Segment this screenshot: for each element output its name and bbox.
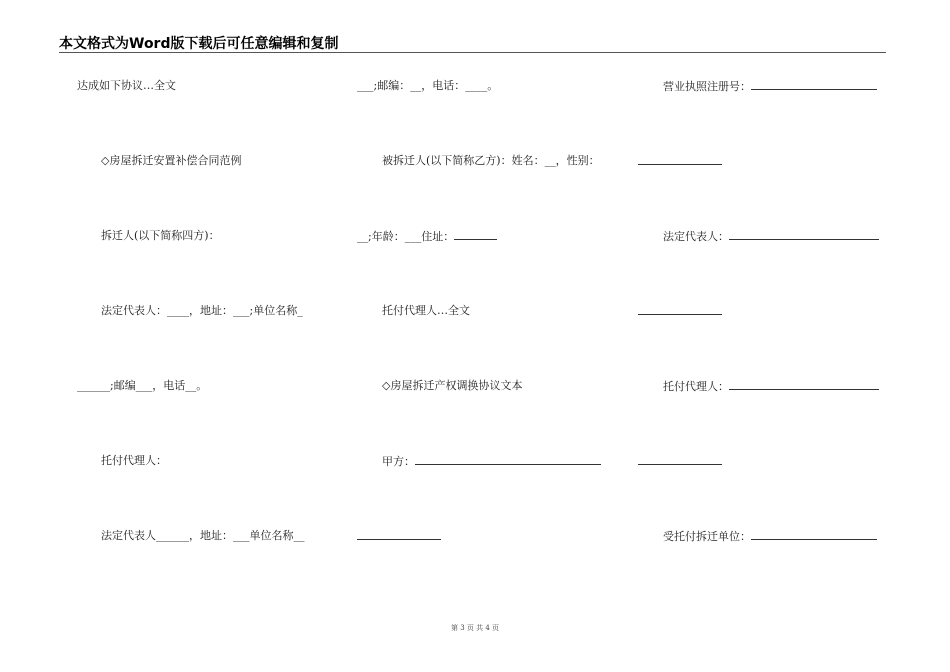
row6-right xyxy=(638,454,722,469)
party-a-blank xyxy=(415,454,601,465)
row7-mid-blank xyxy=(357,529,441,540)
row1-right xyxy=(663,79,877,94)
row6-mid-text: 甲方： xyxy=(382,455,415,468)
row3-right-label: 法定代表人： xyxy=(663,230,729,243)
row5-right-label: 托付代理人： xyxy=(663,380,729,393)
registration-number-blank xyxy=(751,79,877,90)
page-number: 第 3 页 共 4 页 xyxy=(450,624,500,632)
row4-right xyxy=(638,304,722,319)
row6-left-text: 托付代理人： xyxy=(101,454,167,467)
row7-right xyxy=(663,529,877,544)
row1-left-text: 达成如下协议…全文 xyxy=(77,79,176,92)
header-divider xyxy=(59,52,886,53)
row4-left-text: 法定代表人：____，地址：___;单位名称_ xyxy=(101,304,303,317)
row3-mid xyxy=(357,229,497,244)
row3-right xyxy=(663,229,879,244)
row2-right xyxy=(638,154,722,169)
document-header-title: 本文格式为Word版下载后可任意编辑和复制 xyxy=(59,36,339,52)
row2-right-blank xyxy=(638,154,722,165)
row7-mid xyxy=(357,529,441,544)
row5-mid-text: ◇房屋拆迁产权调换协议文本 xyxy=(382,379,523,392)
row6-right-blank xyxy=(638,454,722,465)
row3-left-text: 拆迁人(以下简称四方)： xyxy=(101,229,220,242)
row7-right-label: 受托付拆迁单位： xyxy=(663,530,751,543)
row1-right-label: 营业执照注册号： xyxy=(663,80,751,93)
row6-mid xyxy=(382,454,601,469)
address-blank xyxy=(454,229,497,240)
row5-left-text: ______;邮编___，电话__。 xyxy=(77,379,208,392)
row3-mid-text: __;年龄：___住址： xyxy=(357,230,455,243)
row2-left-text: ◇房屋拆迁安置补偿合同范例 xyxy=(101,154,242,167)
agent-blank xyxy=(729,379,879,390)
row5-right xyxy=(663,379,879,394)
row4-mid-text: 托付代理人…全文 xyxy=(382,304,470,317)
row2-mid-text: 被拆迁人(以下简称乙方)：姓名：__，性别： xyxy=(382,154,600,167)
row4-right-blank xyxy=(638,304,722,315)
legal-rep-blank xyxy=(729,229,879,240)
row1-mid-text: ___;邮编：__，电话：____。 xyxy=(357,79,499,92)
row7-left-text: 法定代表人______，地址：___单位名称__ xyxy=(101,529,305,542)
entrusted-unit-blank xyxy=(751,529,877,540)
